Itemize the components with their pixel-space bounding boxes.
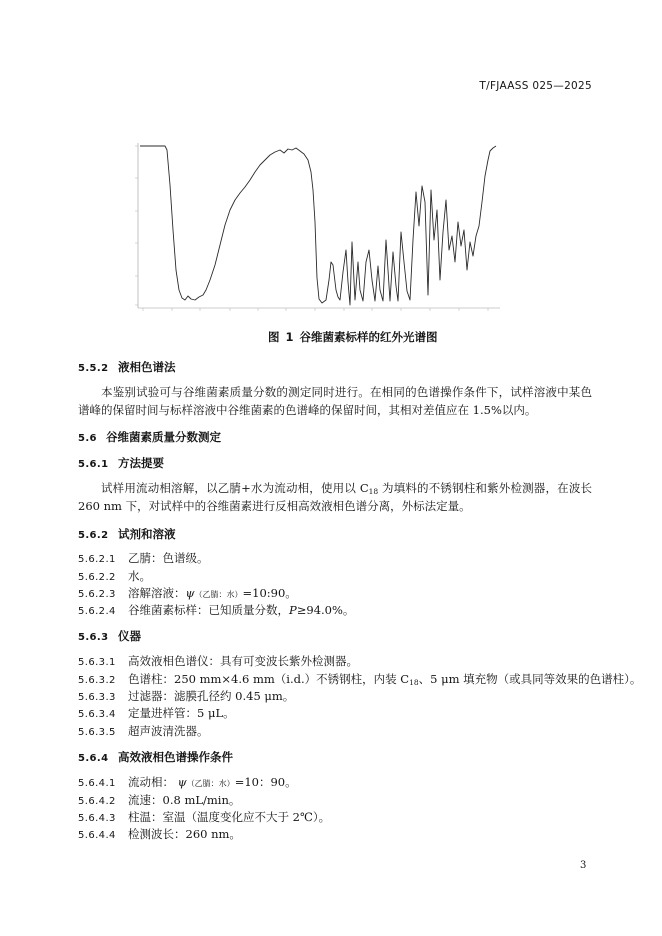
- volume-fraction-symbol: ψ: [185, 586, 195, 600]
- heading-5-6-4: [78, 749, 233, 767]
- clause-number: 5.6.4.4: [78, 830, 116, 841]
- item-text: 、5 μm 填充物（或具同等效果的色谱柱）。: [418, 672, 642, 686]
- item-5-6-4-3: [78, 809, 330, 827]
- item-5-6-2-4: [78, 602, 354, 620]
- item-5-6-4-2: [78, 792, 240, 810]
- heading-title: 试剂和溶液: [118, 527, 176, 541]
- paragraph-text: 试样用流动相溶解，以乙腈+水为流动相，使用以 C: [101, 481, 369, 495]
- item-5-6-2-2: [78, 568, 151, 586]
- clause-number: 5.6.3: [78, 632, 109, 643]
- item-5-6-4-4: [78, 826, 241, 844]
- volume-fraction-symbol: ψ: [177, 775, 187, 789]
- item-text: 水。: [128, 569, 151, 583]
- item-text: =10：90。: [234, 775, 297, 789]
- item-text: 色谱柱：250 mm×4.6 mm（i.d.）不锈钢柱，内装 C: [128, 672, 410, 686]
- heading-5-6-2: [78, 526, 176, 544]
- clause-number: 5.6.2.4: [78, 606, 116, 617]
- heading-title: 仪器: [118, 629, 141, 643]
- heading-title: 方法提要: [118, 456, 164, 470]
- item-5-6-2-1: [78, 550, 209, 568]
- item-text: 柱温：室温（温度变化应不大于 2℃）。: [128, 810, 331, 824]
- item-text: 乙腈：色谱级。: [128, 551, 209, 565]
- clause-number: 5.6.2.1: [78, 554, 116, 565]
- clause-number: 5.6.4.3: [78, 813, 116, 824]
- item-text: ≥94.0%。: [296, 603, 355, 617]
- ir-spectrum-figure: [118, 136, 508, 322]
- item-5-6-3-2: [78, 671, 641, 689]
- paragraph-5-5-2: 本鉴别试验可与谷维菌素质量分数的测定同时进行。在相同的色谱操作条件下，试样溶液中某色谱峰的保留时间与标样溶液中谷维菌素的色谱峰的保留时间，其相对差值应在 1.5%以内。: [78, 385, 592, 417]
- clause-number: 5.6.2: [78, 530, 109, 541]
- heading-5-6: [78, 429, 221, 447]
- clause-number: 5.6.3.3: [78, 692, 116, 703]
- heading-5-6-1: [78, 455, 164, 473]
- symbol-qualifier: （乙腈：水）: [186, 779, 235, 788]
- clause-number: 5.5.2: [78, 363, 109, 374]
- clause-number: 5.6.1: [78, 459, 109, 470]
- clause-number: 5.6: [78, 433, 97, 444]
- heading-5-6-3: [78, 628, 141, 646]
- clause-number: 5.6.3.5: [78, 727, 116, 738]
- item-text: 检测波长：260 nm。: [128, 827, 241, 841]
- item-text: 流速：0.8 mL/min。: [128, 793, 241, 807]
- paragraph-text: 为填料的不锈钢柱和紫外检测器，在波长 260 nm 下，对试样中的谷维菌素进行反相高效液相色谱分离，外标法定量。: [78, 481, 593, 513]
- heading-5-5-2: [78, 359, 176, 377]
- clause-number: 5.6.3.2: [78, 675, 116, 686]
- heading-title: 高效液相色谱操作条件: [118, 750, 233, 764]
- item-5-6-3-5: [78, 723, 209, 741]
- clause-number: 5.6.2.2: [78, 572, 116, 583]
- item-text: =10:90。: [242, 586, 297, 600]
- item-text: 流动相：: [128, 775, 178, 789]
- paragraph-5-6-1: [78, 479, 592, 515]
- subscript-number: 18: [368, 487, 379, 496]
- clause-number: 5.6.3.4: [78, 709, 116, 720]
- symbol-qualifier: （乙腈：水）: [194, 590, 243, 599]
- clause-number: 5.6.3.1: [78, 657, 116, 668]
- clause-number: 5.6.4.2: [78, 796, 116, 807]
- figure-background: [118, 136, 508, 322]
- document-code: T/FJAASS 025—2025: [479, 80, 592, 92]
- item-text: 超声波清洗器。: [128, 724, 209, 738]
- clause-number: 5.6.4: [78, 753, 109, 764]
- item-5-6-2-3: [78, 585, 297, 603]
- item-5-6-3-1: [78, 653, 358, 671]
- item-text: 过滤器：滤膜孔径约 0.45 μm。: [128, 689, 295, 703]
- item-text: 高效液相色谱仪：具有可变波长紫外检测器。: [128, 654, 358, 668]
- item-text: 溶解溶液：: [128, 586, 186, 600]
- item-5-6-3-4: [78, 705, 235, 723]
- subscript-number: 18: [409, 678, 419, 687]
- figure-caption: 图 1 谷维菌素标样的红外光谱图: [268, 330, 438, 344]
- item-text: 定量进样管：5 μL。: [128, 706, 235, 720]
- item-text: 谷维菌素标样：已知质量分数，: [128, 603, 289, 617]
- item-5-6-4-1: [78, 774, 297, 792]
- purity-symbol: P: [289, 603, 297, 617]
- clause-number: 5.6.2.3: [78, 589, 116, 600]
- heading-title: 谷维菌素质量分数测定: [106, 430, 221, 444]
- page-number: 3: [580, 860, 587, 871]
- item-5-6-3-3: [78, 688, 294, 706]
- heading-title: 液相色谱法: [118, 360, 176, 374]
- clause-number: 5.6.4.1: [78, 778, 116, 789]
